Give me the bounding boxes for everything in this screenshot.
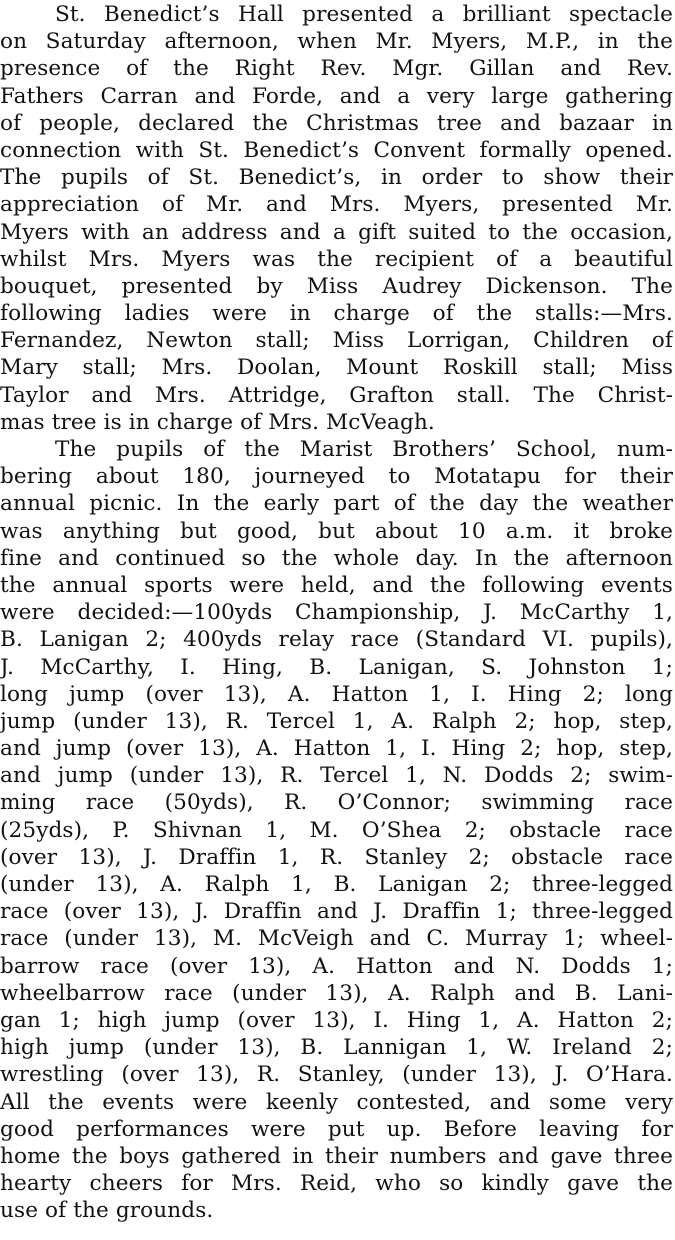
text-line: (under 13), A. Ralph 1, B. Lanigan 2; three-legged (0, 872, 673, 897)
text-line: mas tree is in charge of Mrs. McVeagh. (0, 409, 435, 435)
text-line: bouquet, presented by Miss Audrey Dickenson. The (0, 273, 673, 299)
text-line: (over 13), J. Draffin 1, R. Stanley 2; obstacle race (0, 844, 673, 870)
text-line: the annual sports were held, and the following events (0, 572, 673, 598)
text-line: following ladies were in charge of the stalls:—Mrs. (0, 301, 673, 327)
text-line: on Saturday afternoon, when Mr. Myers, M.P., in the (0, 29, 673, 55)
paragraph-st-benedicts-bazaar (0, 1, 673, 436)
text-line: home the boys gathered in their numbers and gave three (0, 1143, 673, 1169)
text-line: of people, declared the Christmas tree and bazaar in (0, 110, 673, 136)
text-line: St. Benedict’s Hall presented a brilliant spectacle (55, 2, 673, 27)
text-line: Fathers Carran and Forde, and a very large gathering (0, 83, 673, 109)
text-line: connection with St. Benedict’s Convent formally opened. (0, 137, 673, 163)
text-line: and jump (under 13), R. Tercel 1, N. Dodds 2; swim- (0, 763, 673, 789)
text-line: annual picnic. In the early part of the day the weather (0, 491, 673, 517)
text-line: (25yds), P. Shivnan 1, M. O’Shea 2; obstacle race (0, 817, 673, 843)
text-line: wheelbarrow race (under 13), A. Ralph and B. Lani- (0, 980, 673, 1006)
text-line: B. Lanigan 2; 400yds relay race (Standard VI. pupils), (0, 627, 673, 653)
text-line: jump (under 13), R. Tercel 1, A. Ralph 2; hop, step, (0, 708, 673, 734)
paragraph-marist-picnic (0, 436, 673, 1224)
text-line: whilst Mrs. Myers was the recipient of a beautiful (0, 246, 673, 272)
text-line: was anything but good, but about 10 a.m. it broke (0, 518, 673, 544)
text-line: long jump (over 13), A. Hatton 1, I. Hing 2; long (0, 681, 673, 707)
text-line: Taylor and Mrs. Attridge, Grafton stall. The Christ- (0, 382, 673, 408)
text-line: barrow race (over 13), A. Hatton and N. Dodds 1; (0, 953, 673, 979)
text-line: Myers with an address and a gift suited to the occasion, (0, 219, 673, 245)
text-line: high jump (under 13), B. Lannigan 1, W. Ireland 2; (0, 1035, 673, 1061)
text-line: presence of the Right Rev. Mgr. Gillan and Rev. (0, 56, 673, 82)
text-line: and jump (over 13), A. Hatton 1, I. Hing 2; hop, step, (0, 736, 673, 762)
text-line: race (under 13), M. McVeigh and C. Murray 1; wheel- (0, 926, 673, 952)
text-line: ming race (50yds), R. O’Connor; swimming race (0, 790, 673, 816)
text-line: race (over 13), J. Draffin and J. Draffin 1; three-legged (0, 899, 673, 925)
text-line: J. McCarthy, I. Hing, B. Lanigan, S. Johnston 1; (0, 654, 673, 680)
text-line: Fernandez, Newton stall; Miss Lorrigan, Children of (0, 328, 673, 354)
text-line: The pupils of the Marist Brothers’ School, num- (55, 437, 673, 462)
text-line: bering about 180, journeyed to Motatapu for their (0, 464, 673, 490)
text-line: gan 1; high jump (over 13), I. Hing 1, A. Hatton 2; (0, 1007, 673, 1033)
text-line: wrestling (over 13), R. Stanley, (under 13), J. O’Hara. (0, 1062, 673, 1088)
text-line: hearty cheers for Mrs. Reid, who so kindly gave the (0, 1171, 673, 1197)
article-column (0, 1, 673, 1224)
text-line: good performances were put up. Before leaving for (0, 1116, 673, 1142)
text-line: The pupils of St. Benedict’s, in order to show their (0, 165, 673, 191)
text-line: appreciation of Mr. and Mrs. Myers, presented Mr. (0, 192, 673, 218)
text-line: were decided:—100yds Championship, J. McCarthy 1, (0, 600, 673, 626)
text-line: Mary stall; Mrs. Doolan, Mount Roskill stall; Miss (0, 355, 673, 381)
text-line: use of the grounds. (0, 1198, 214, 1224)
text-line: fine and continued so the whole day. In the afternoon (0, 545, 673, 571)
text-line: All the events were keenly contested, and some very (0, 1089, 673, 1115)
